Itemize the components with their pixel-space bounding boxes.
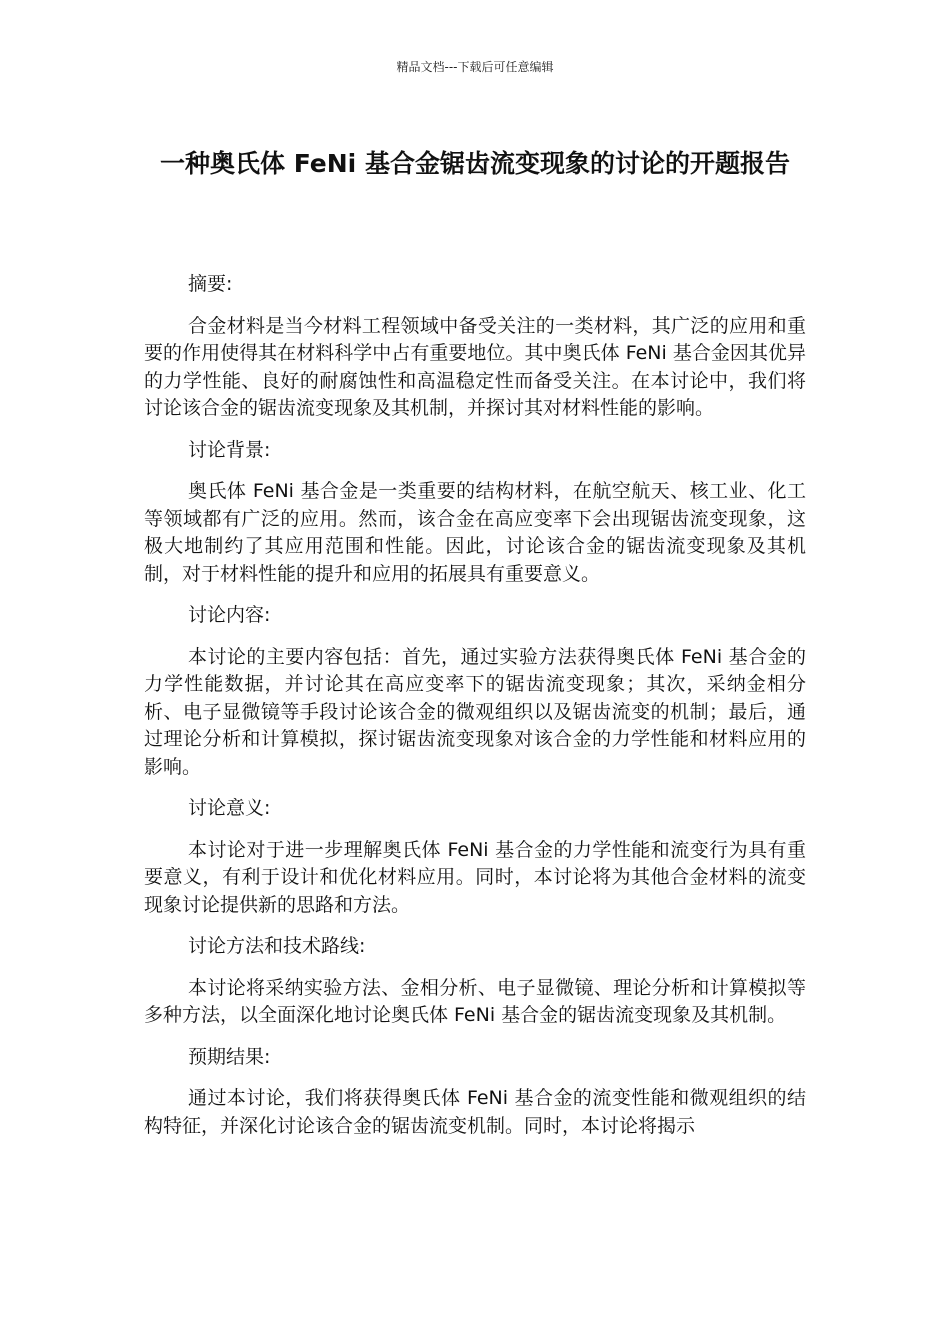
section-heading-methods: 讨论方法和技术路线:	[188, 935, 366, 957]
section-body-background: 奥氏体 FeNi 基合金是一类重要的结构材料，在航空航天、核工业、化工等领域都有广泛的应用。然而，该合金在高应变率下会出现锯齿流变现象，这极大地制约了其应用范围和性能。因此，讨论该合金的锯齿流变现象及其机制，对于材料性能的提升和应用的拓展具有重要意义。	[144, 480, 806, 585]
section-heading-abstract: 摘要:	[188, 273, 233, 295]
section-body-abstract: 合金材料是当今材料工程领域中备受关注的一类材料，其广泛的应用和重要的作用使得其在材料科学中占有重要地位。其中奥氏体 FeNi 基合金因其优异的力学性能、良好的耐腐蚀性和高温稳定性而备受关注。在本讨论中，我们将讨论该合金的锯齿流变现象及其机制，并探讨其对材料性能的影响。	[144, 314, 806, 419]
section-body-methods: 本讨论将采纳实验方法、金相分析、电子显微镜、理论分析和计算模拟等多种方法，以全面深化地讨论奥氏体 FeNi 基合金的锯齿流变现象及其机制。	[144, 976, 806, 1026]
section-heading-content: 讨论内容:	[188, 604, 271, 626]
document-title: 一种奥氏体 FeNi 基合金锯齿流变现象的讨论的开题报告	[160, 149, 790, 178]
section-heading-significance: 讨论意义:	[188, 797, 271, 819]
page-header: 精品文档---下载后可任意编辑	[396, 60, 554, 74]
section-heading-background: 讨论背景:	[188, 438, 271, 461]
section-body-content: 本讨论的主要内容包括：首先，通过实验方法获得奥氏体 FeNi 基合金的力学性能数据，并讨论其在高应变率下的锯齿流变现象；其次，采纳金相分析、电子显微镜等手段讨论该合金的微观组织以及锯齿流变的机制；最后，通过理论分析和计算模拟，探讨锯齿流变现象对该合金的力学性能和材料应用的影响。	[144, 645, 806, 778]
document-body	[144, 271, 806, 1154]
section-heading-expected-results: 预期结果:	[188, 1045, 271, 1068]
section-body-expected-results: 通过本讨论，我们将获得奥氏体 FeNi 基合金的流变性能和微观组织的结构特征，并深化讨论该合金的锯齿流变机制。同时，本讨论将揭示	[144, 1087, 806, 1137]
section-body-significance: 本讨论对于进一步理解奥氏体 FeNi 基合金的力学性能和流变行为具有重要意义，有利于设计和优化材料应用。同时，本讨论将为其他合金材料的流变现象讨论提供新的思路和方法。	[144, 838, 806, 916]
